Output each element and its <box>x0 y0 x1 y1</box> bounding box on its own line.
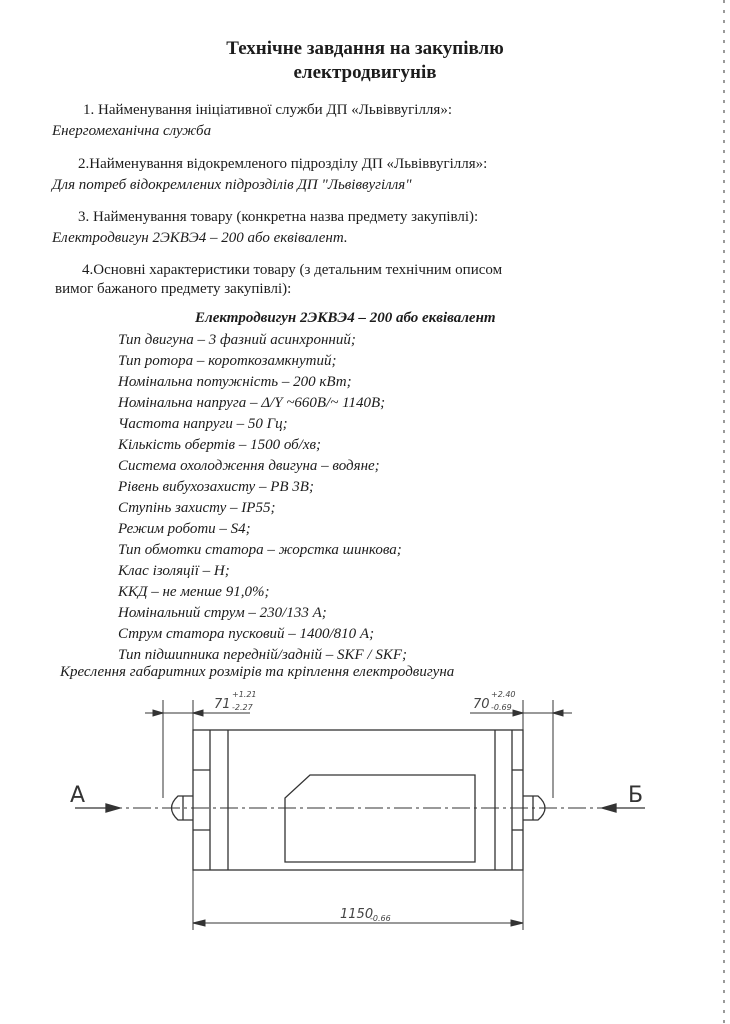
drawing-caption: Креслення габаритних розмірів та кріплення електродвигуна <box>60 664 455 680</box>
section-3-value: Електродвигун 2ЭКВЭ4 – 200 або еквівалент. <box>52 230 348 246</box>
spec-item: Ступінь захисту – IP55; <box>118 500 276 516</box>
dim-right-tol-upper: +2.40 <box>491 690 516 699</box>
dim-length-tol: -0.66 <box>370 914 391 923</box>
section-1-label: 1. Найменування ініціативної служби ДП «Львіввугілля»: <box>83 102 452 118</box>
dim-left-tol-lower: -2.27 <box>232 703 253 712</box>
spec-title: Електродвигун 2ЭКВЭ4 – 200 або еквівалент <box>195 310 496 326</box>
spec-item: Струм статора пусковий – 1400/810 А; <box>118 626 375 642</box>
spec-item: Тип ротора – короткозамкнутий; <box>118 353 337 369</box>
spec-item: Номінальна потужність – 200 кВт; <box>118 374 352 390</box>
section-3-label: 3. Найменування товару (конкретна назва предмету закупівлі): <box>78 209 479 225</box>
spec-item: ККД – не менше 91,0%; <box>118 584 270 600</box>
section-1-value: Енергомеханічна служба <box>52 123 212 139</box>
document-title-line-2: електродвигунів <box>293 62 437 83</box>
section-4-label-line-1: 4.Основні характеристики товару (з детальним технічним описом <box>82 262 503 278</box>
section-2-label: 2.Найменування відокремленого підрозділу ДП «Львіввугілля»: <box>78 156 488 172</box>
dim-right-value: 70 <box>473 697 490 712</box>
section-4-label-line-2: вимог бажаного предмету закупівлі): <box>55 281 292 297</box>
spec-item: Тип підшипника передній/задній – SKF / SKF; <box>118 647 407 663</box>
spec-item: Клас ізоляції – Н; <box>118 563 230 579</box>
dim-left-tol-upper: +1.21 <box>232 690 257 699</box>
view-label-a: А <box>70 783 86 808</box>
dim-right-tol-lower: -0.69 <box>491 703 512 712</box>
view-arrow-left <box>106 804 120 812</box>
dim-left-value: 71 <box>214 697 231 712</box>
spec-item: Тип обмотки статора – жорстка шинкова; <box>118 542 402 558</box>
motor-drawing <box>0 680 730 940</box>
spec-item: Номінальна напруга – Δ/Y ~660В/~ 1140В; <box>118 395 386 411</box>
section-2-value: Для потреб відокремлених підрозділів ДП "Львіввугілля" <box>52 177 412 193</box>
document-title-line-1: Технічне завдання на закупівлю <box>226 38 504 59</box>
scan-edge-marks <box>718 0 730 1024</box>
spec-item: Рівень вибухозахисту – РВ 3В; <box>118 479 314 495</box>
spec-item: Номінальний струм – 230/133 А; <box>118 605 327 621</box>
spec-item: Режим роботи – S4; <box>118 521 251 537</box>
dim-length-value: 1150 <box>340 907 374 922</box>
spec-item: Тип двигуна – 3 фазний асинхронний; <box>118 332 356 348</box>
view-arrow-right <box>602 804 616 812</box>
view-label-b: Б <box>628 783 644 808</box>
spec-item: Система охолодження двигуна – водяне; <box>118 458 380 474</box>
terminal-box-outline <box>285 775 475 862</box>
spec-item: Кількість обертів – 1500 об/хв; <box>118 437 321 453</box>
motor-body-outline <box>193 730 523 870</box>
spec-item: Частота напруги – 50 Гц; <box>118 416 288 432</box>
